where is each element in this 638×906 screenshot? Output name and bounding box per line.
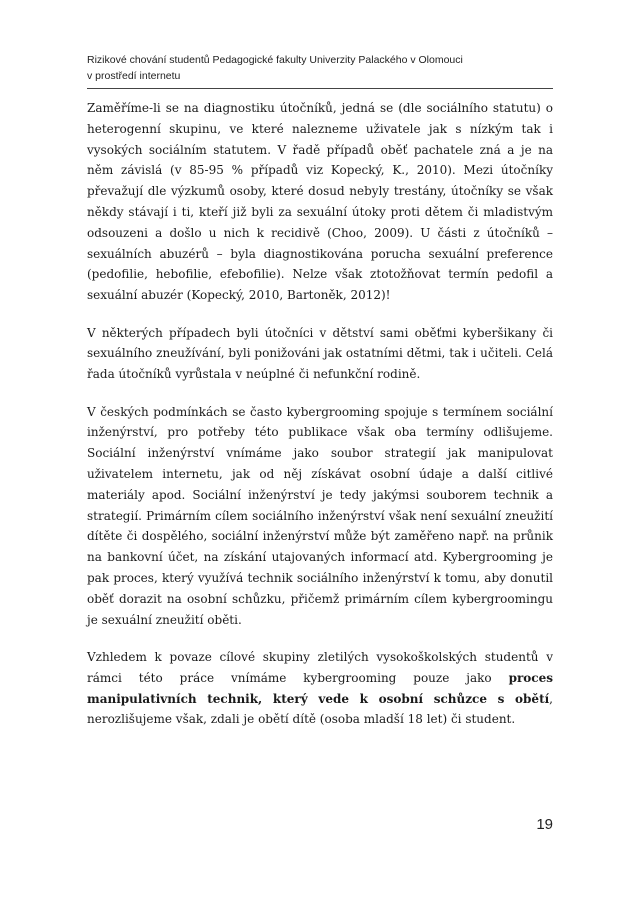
paragraph-4-start: Vzhledem k povaze cílové skupiny zletilých vysokoškolských studentů v rámci této práce vnímáme kybergrooming pouze jako [87,649,553,685]
paragraph-4-end: , nerozlišujeme však, zdali je obětí dítě (osoba mladší 18 let) či student. [87,691,553,727]
paragraph-2: V některých případech byli útočníci v dětství sami oběťmi kyberšikany či sexuálního zneužívání, byli ponižováni jak ostatními dětmi, tak i učiteli. Celá řada útočníků vyrůstala v neúplné či nefunkční rodině. [87,325,553,382]
paragraph-4 [87,647,553,730]
header-line-1: Rizikové chování studentů Pedagogické fakulty Univerzity Palackého v Olomouci [87,54,463,66]
body-text [87,98,553,747]
paragraph-1: Zaměříme-li se na diagnostiku útočníků, jedná se (dle sociálního statutu) o heterogenní skupinu, ve které nalezneme uživatele jak s nízkým tak i vysokých sociálním statutem. V řadě případů oběť pachatele zná a je na něm závislá (v 85-95 % případů viz Kopecký, K., 2010). Mezi útočníky převažují dle výzkumů osoby, které dosud nebyly trestány, útočníky se však někdy stávají i ti, kteří již byli za sexuální útoky proti dětem či mladistvým odsouzeni a došlo u nich k recidivě (Choo, 2009). U části z útočníků – sexuálních abuzérů – byla diagnostikována porucha sexuální preference (pedofilie, hebofilie, efebofilie). Nelze však ztotožňovat termín pedofil a sexuální abuzér (Kopecký, 2010, Bartoněk, 2012)! [87,101,553,303]
paragraph-3: V českých podmínkách se často kybergrooming spojuje s termínem sociální inženýrství, pro potřeby této publikace však oba termíny odlišujeme. Sociální inženýrství vnímáme jako soubor strategií jak manipulovat uživatelem internetu, jak od něj získávat osobní údaje a další citlivé materiály apod. Sociální inženýrství je tedy jakýmsi souborem technik a strategií. Primárním cílem sociálního inženýrství však není sexuální zneužití dítěte či dospělého, sociální inženýrství může být zaměřeno např. na průnik na bankovní účet, na získání utajovaných informací atd. Kybergrooming je pak proces, který využívá technik sociálního inženýrství k tomu, aby donutil oběť dorazit na osobní schůzku, přičemž primárním cílem kybergroomingu je sexuální zneužití oběti. [87,404,553,627]
paragraph-4-emphasis: proces manipulativních technik, který vede k osobní schůzce s obětí [87,670,553,706]
header-line-2: v prostředí internetu [87,70,181,82]
header-divider [87,88,553,89]
running-header [87,52,553,84]
page-number: 19 [536,816,553,833]
